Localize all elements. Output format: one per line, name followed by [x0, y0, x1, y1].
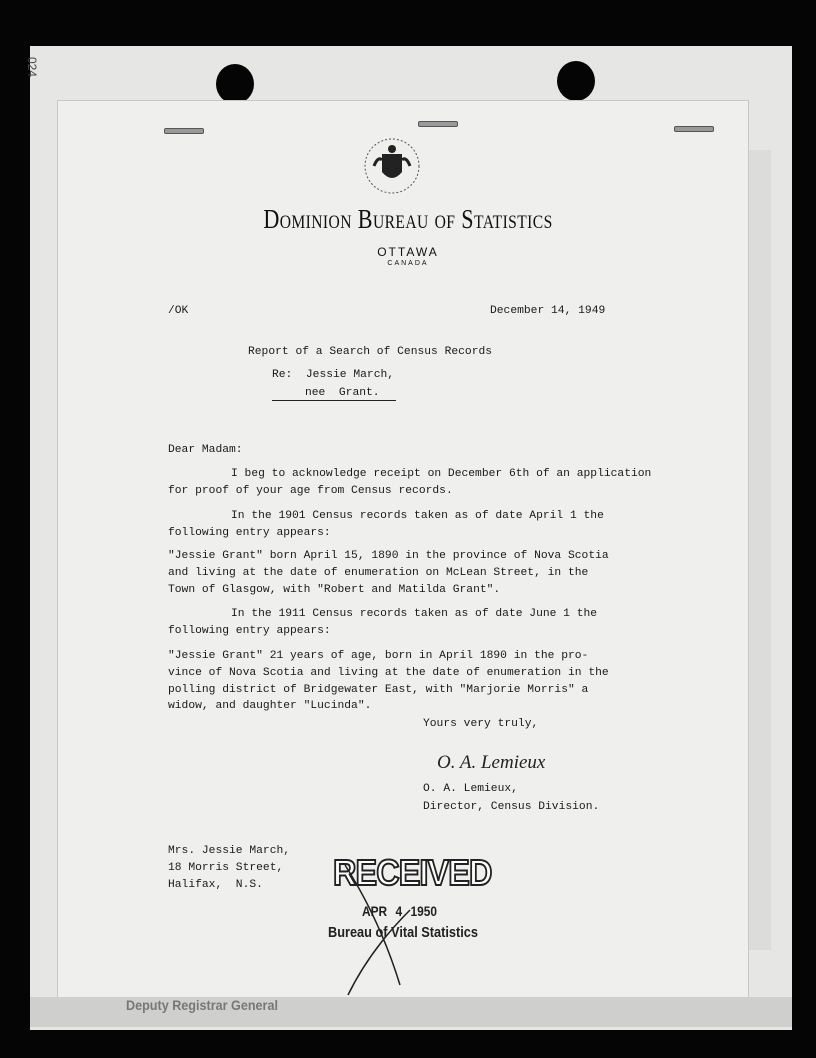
country: CANADA: [387, 260, 429, 267]
margin-note: 024: [25, 56, 40, 78]
signature: O. A. Lemieux: [437, 752, 546, 773]
body-line: widow, and daughter "Lucinda".: [168, 700, 372, 712]
re-line: nee Grant.: [305, 387, 380, 399]
stamp-date: APR 4 1950: [362, 903, 438, 919]
registrar-stamp: Deputy Registrar General: [126, 997, 278, 1013]
punch-hole: [557, 61, 595, 101]
received-stamp: RECEIVED: [333, 852, 492, 893]
underline: [272, 400, 396, 401]
signer-name: O. A. Lemieux,: [423, 783, 518, 795]
closing: Yours very truly,: [423, 718, 539, 730]
address-line: Halifax, N.S.: [168, 879, 263, 891]
stamp-office: Bureau of Vital Statistics: [328, 924, 478, 941]
body-line: following entry appears:: [168, 625, 331, 637]
body-line: "Jessie Grant" born April 15, 1890 in the province of Nova Scotia: [168, 550, 609, 562]
address-line: 18 Morris Street,: [168, 862, 284, 874]
body-line: polling district of Bridgewater East, with "Marjorie Morris" a: [168, 684, 589, 696]
body-line: In the 1911 Census records taken as of date June 1 the: [231, 608, 598, 620]
organization-name: Dominion Bureau of Statistics: [263, 204, 553, 234]
body-line: and living at the date of enumeration on McLean Street, in the: [168, 567, 589, 579]
staple: [418, 121, 458, 127]
staple: [674, 126, 714, 132]
city: OTTAWA: [377, 245, 439, 259]
subject: Report of a Search of Census Records: [248, 346, 493, 358]
body-line: following entry appears:: [168, 527, 331, 539]
punch-hole: [216, 64, 254, 104]
letter-date: December 14, 1949: [490, 305, 606, 317]
body-line: "Jessie Grant" 21 years of age, born in April 1890 in the pro-: [168, 650, 589, 662]
reference-code: /OK: [168, 305, 189, 317]
body-line: I beg to acknowledge receipt on December 6th of an application: [231, 468, 652, 480]
body-line: for proof of your age from Census records.: [168, 485, 453, 497]
address-line: Mrs. Jessie March,: [168, 845, 291, 857]
body-line: vince of Nova Scotia and living at the date of enumeration in the: [168, 667, 609, 679]
staple: [164, 128, 204, 134]
body-line: Town of Glasgow, with "Robert and Matilda Grant".: [168, 584, 501, 596]
signer-title: Director, Census Division.: [423, 801, 600, 813]
pencil-cross-mark: [340, 860, 440, 1000]
re-line: Re: Jessie March,: [272, 369, 395, 381]
salutation: Dear Madam:: [168, 444, 243, 456]
coat-of-arms-seal: [362, 136, 422, 196]
body-line: In the 1901 Census records taken as of date April 1 the: [231, 510, 604, 522]
